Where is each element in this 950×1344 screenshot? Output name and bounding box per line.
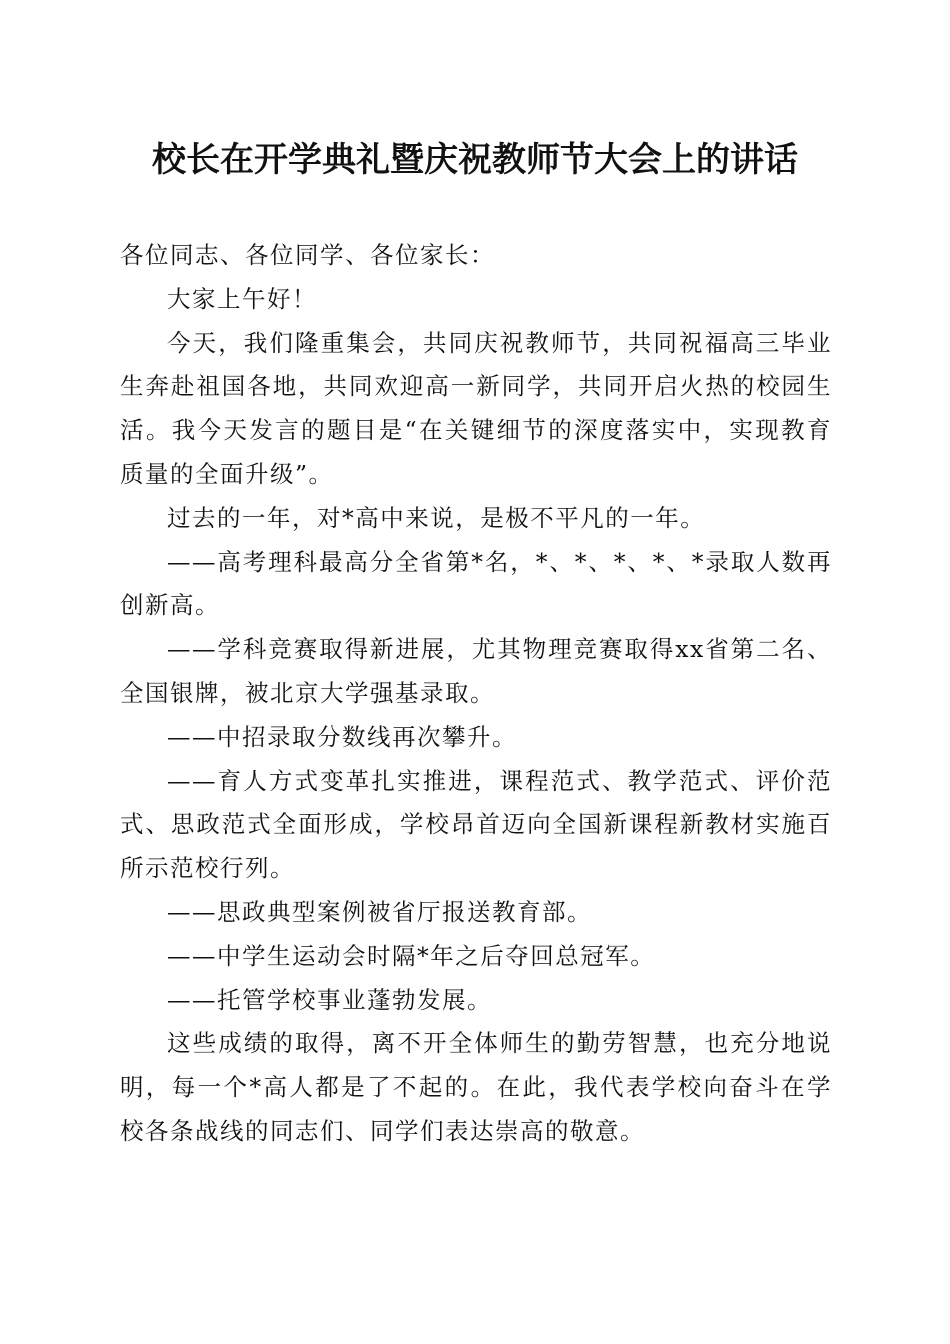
achievement-item: ——中学生运动会时隔*年之后夺回总冠军。 (167, 941, 656, 970)
paragraph-intro: 今天，我们隆重集会，共同庆祝教师节，共同祝福高三毕业生奔赴祖国各地，共同欢迎高一新同学，共同开启火热的校园生活。我今天发言的题目是“在关键细节的深度落实中，实现教育质量的全面升级”。 (120, 328, 832, 488)
achievement-item: ——思政典型案例被省厅报送教育部。 (167, 897, 592, 926)
greeting: 大家上午好！ (167, 284, 317, 313)
document-body (120, 234, 832, 1154)
achievement-item: ——高考理科最高分全省第*名，*、*、*、*、*录取人数再创新高。 (120, 547, 832, 620)
achievement-item: ——托管学校事业蓬勃发展。 (167, 985, 492, 1014)
achievement-item: ——中招录取分数线再次攀升。 (167, 722, 517, 751)
achievement-item: ——育人方式变革扎实推进，课程范式、教学范式、评价范式、思政范式全面形成，学校昂首迈向全国新课程新教材实施百所示范校行列。 (120, 766, 832, 883)
achievement-item: ——学科竞赛取得新进展，尤其物理竞赛取得xx省第二名、全国银牌，被北京大学强基录取。 (120, 635, 832, 707)
paragraph-conclusion: 这些成绩的取得，离不开全体师生的勤劳智慧，也充分地说明，每一个*高人都是了不起的。在此，我代表学校向奋斗在学校各条战线的同志们、同学们表达崇高的敬意。 (120, 1029, 832, 1145)
salutation: 各位同志、各位同学、各位家长： (120, 241, 495, 269)
document-title: 校长在开学典礼暨庆祝教师节大会上的讲话 (152, 140, 798, 180)
paragraph-past-year: 过去的一年，对*高中来说，是极不平凡的一年。 (167, 503, 706, 532)
